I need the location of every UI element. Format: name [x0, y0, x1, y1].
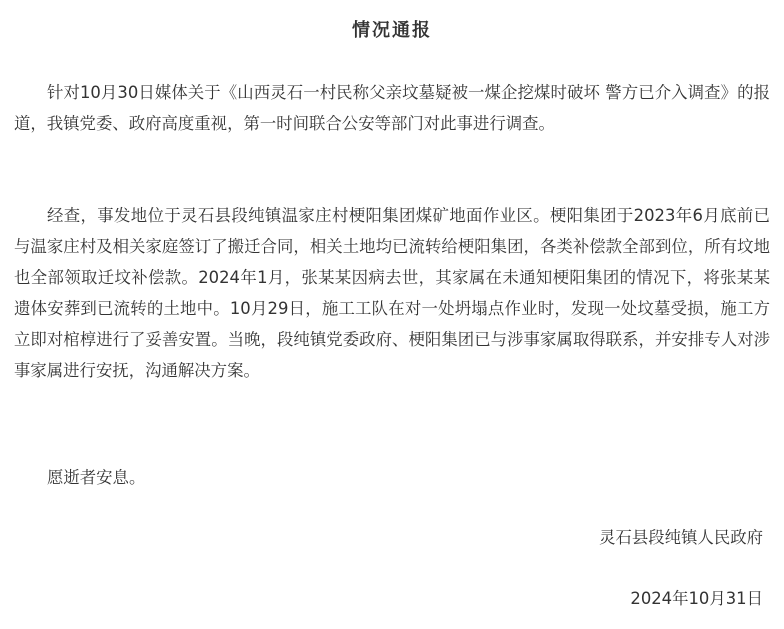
signature-organization: 灵石县段纯镇人民政府: [599, 528, 763, 547]
paragraph-condolence: 愿逝者安息。: [47, 468, 146, 487]
notice-title: 情况通报: [352, 20, 432, 41]
signature-date: 2024年10月31日: [630, 589, 763, 608]
paragraph-intro: 针对10月30日媒体关于《山西灵石一村民称父亲坟墓疑被一煤企挖煤时破坏 警方已介入调查》的报道，我镇党委、政府高度重视，第一时间联合公安等部门对此事进行调查。: [14, 83, 770, 133]
notice-document: [14, 0, 770, 629]
paragraph-findings: 经查，事发地位于灵石县段纯镇温家庄村梗阳集团煤矿地面作业区。梗阳集团于2023年6月底前已与温家庄村及相关家庭签订了搬迁合同，相关土地均已流转给梗阳集团，各类补偿款全部到位，所有坟地也全部领取迁坟补偿款。2024年1月，张某某因病去世，其家属在未通知梗阳集团的情况下，将张某某遗体安葬到已流转的土地中。10月29日，施工工队在对一处坍塌点作业时，发现一处坟墓受损，施工方立即对棺椁进行了妥善安置。当晚，段纯镇党委政府、梗阳集团已与涉事家属取得联系，并安排专人对涉事家属进行安抚，沟通解决方案。: [14, 206, 770, 380]
